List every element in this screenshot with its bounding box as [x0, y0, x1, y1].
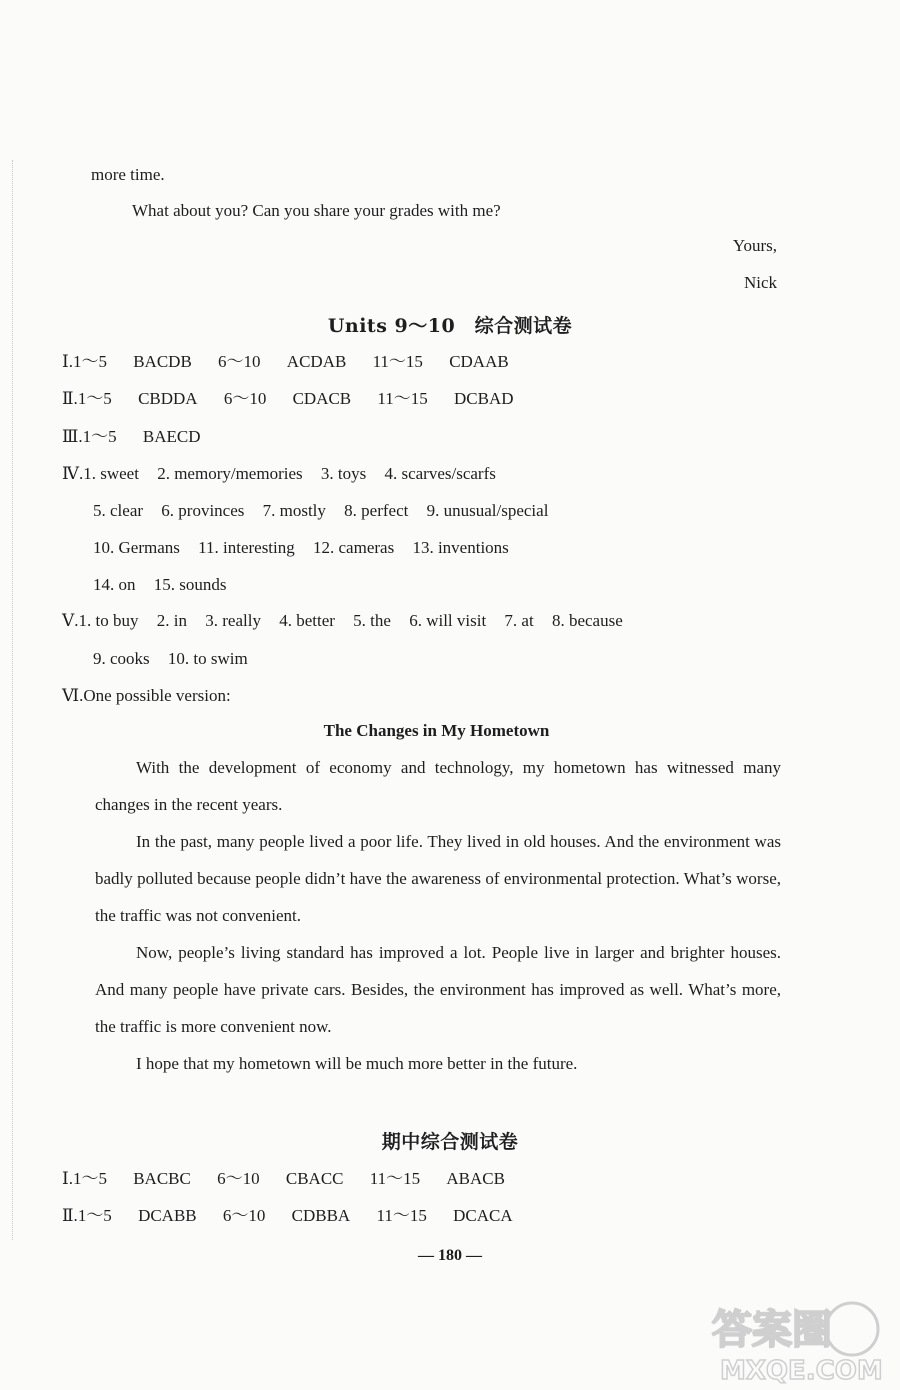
answer-item: 8. perfect — [344, 501, 409, 520]
answer-row — [62, 463, 496, 485]
answer-range: 11～15 — [376, 1206, 427, 1225]
answer-item: 6. provinces — [161, 501, 245, 520]
row-label: Ⅰ. — [62, 1169, 73, 1188]
answer-item: 9. unusual/special — [426, 501, 549, 520]
answer-item: 10. Germans — [93, 538, 180, 557]
answer-item: 6. will visit — [409, 611, 487, 630]
answer-range: 6～10 — [223, 389, 267, 408]
answer-row — [62, 1168, 505, 1190]
answer-range: 11～15 — [377, 389, 428, 408]
answer-row — [62, 610, 623, 632]
answer-item: 5. clear — [93, 501, 144, 520]
watermark-url: MXQE.COM — [720, 1356, 883, 1385]
answer-key: BACBC — [133, 1169, 191, 1188]
answer-range: 1～5 — [82, 427, 117, 446]
answer-row — [62, 685, 231, 707]
answer-item: 4. better — [279, 611, 335, 630]
page-number: — 180 — — [418, 1247, 482, 1264]
answer-key: BAECD — [142, 427, 201, 446]
answer-item: 3. toys — [320, 464, 367, 483]
answer-item: 2. memory/memories — [157, 464, 303, 483]
answer-range: 1～5 — [72, 352, 107, 371]
answer-key: CBDDA — [138, 389, 198, 408]
watermark-logo — [702, 1295, 892, 1385]
answer-range: 1～5 — [77, 389, 112, 408]
essay-paragraph: Now, people’s living standard has improved a lot. People live in larger and brighter houses. And many people have private cars. Besides, the environment has improved as well. What’s more, the traffic is more convenient now. — [95, 943, 781, 1036]
row-label: Ⅴ. — [62, 611, 79, 630]
row-label: Ⅵ. — [62, 686, 84, 705]
letter-closing: Yours, — [732, 236, 777, 255]
answer-item: 4. scarves/scarfs — [384, 464, 496, 483]
section-heading: Units 9～10 综合测试卷 — [327, 315, 573, 337]
answer-key: DCACA — [453, 1206, 513, 1225]
answer-item: 7. mostly — [262, 501, 326, 520]
answer-row — [93, 648, 248, 670]
answer-item: 1. sweet — [83, 464, 139, 483]
answer-item: 3. really — [205, 611, 261, 630]
row-label: Ⅰ. — [62, 352, 73, 371]
answer-item: 2. in — [156, 611, 187, 630]
answer-item: 9. cooks — [93, 649, 150, 668]
answer-key: CBACC — [285, 1169, 344, 1188]
answer-range: 6～10 — [217, 1169, 260, 1188]
essay-title: The Changes in My Hometown — [323, 721, 550, 740]
answer-range: 11～15 — [369, 1169, 421, 1188]
answer-item: 10. to swim — [167, 649, 248, 668]
answer-row — [93, 537, 509, 559]
answer-key: ABACB — [446, 1169, 505, 1188]
answer-item: 7. at — [504, 611, 534, 630]
answer-range: 6～10 — [218, 352, 261, 371]
answer-range: 1～5 — [72, 1169, 107, 1188]
answer-key: CDAAB — [449, 352, 509, 371]
essay-intro: One possible version: — [83, 686, 231, 705]
watermark-logo-text: 答案圈 — [712, 1307, 832, 1353]
answer-range: 6～10 — [222, 1206, 266, 1225]
answer-range: 11～15 — [372, 352, 423, 371]
essay-paragraph: In the past, many people lived a poor life. They lived in old houses. And the environment was badly polluted because people didn’t have the awareness of environmental protection. What’s worse, the traffic was not convenient. — [95, 832, 781, 925]
watermark-circle — [826, 1303, 878, 1355]
row-label: Ⅲ. — [62, 427, 83, 446]
row-label: Ⅱ. — [62, 389, 78, 408]
letter-signature: Nick — [743, 273, 777, 292]
answer-row — [93, 574, 226, 596]
letter-line: more time. — [91, 165, 165, 184]
answer-item: 15. sounds — [153, 575, 227, 594]
row-label: Ⅳ. — [62, 464, 84, 483]
essay-paragraph: I hope that my hometown will be much more better in the future. — [136, 1054, 578, 1073]
answer-range: 1～5 — [77, 1206, 112, 1225]
row-label: Ⅱ. — [62, 1206, 78, 1225]
answer-item: 1. to buy — [78, 611, 139, 630]
answer-item: 8. because — [551, 611, 623, 630]
answer-key: DCABB — [138, 1206, 197, 1225]
answer-item: 13. inventions — [412, 538, 509, 557]
answer-key: DCBAD — [454, 389, 514, 408]
letter-line: What about you? Can you share your grades with me? — [132, 201, 501, 220]
answer-item: 14. on — [93, 575, 136, 594]
answer-key: CDACB — [292, 389, 352, 408]
section-heading: 期中综合测试卷 — [381, 1131, 519, 1153]
answer-item: 11. interesting — [198, 538, 295, 557]
answer-key: CDBBA — [291, 1206, 351, 1225]
answer-key: BACDB — [133, 352, 192, 371]
answer-row — [62, 1205, 513, 1227]
answer-row — [93, 500, 548, 522]
answer-key: ACDAB — [286, 352, 347, 371]
answer-item: 5. the — [353, 611, 391, 630]
essay-paragraph: With the development of economy and technology, my hometown has witnessed many changes in the recent years. — [95, 758, 781, 814]
answer-row — [62, 388, 514, 410]
answer-row — [62, 351, 509, 373]
answer-row — [62, 426, 201, 448]
answer-item: 12. cameras — [313, 538, 395, 557]
